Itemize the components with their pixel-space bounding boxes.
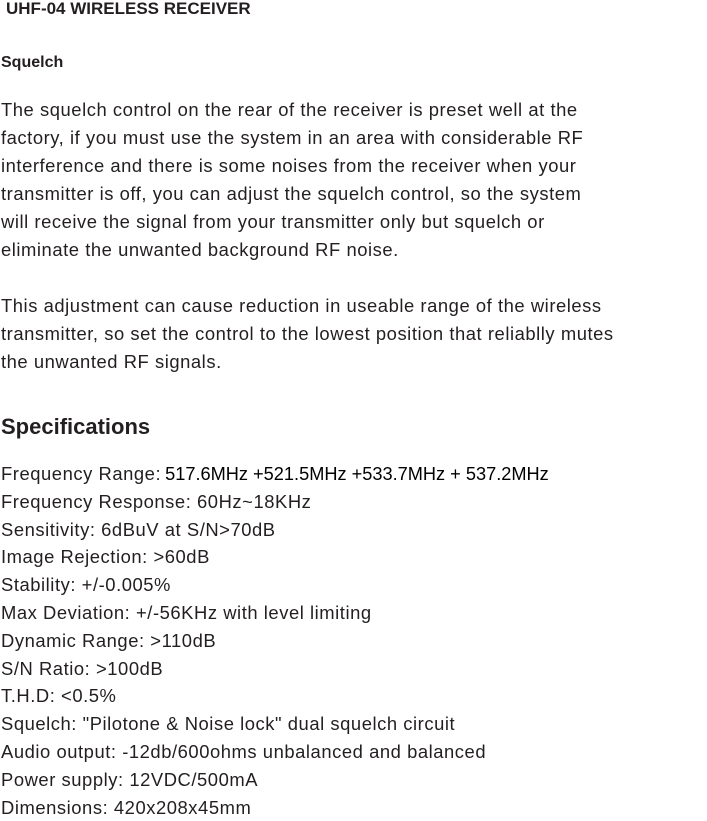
paragraph-line: The squelch control on the rear of the receiver is preset well at the: [1, 99, 578, 120]
spec-image-rejection: Image Rejection: >60dB: [1, 546, 210, 568]
paragraph-line: the unwanted RF signals.: [1, 351, 222, 372]
spec-audio-output: Audio output: -12db/600ohms unbalanced and balanced: [1, 740, 487, 762]
spec-sensitivity: Sensitivity: 6dBuV at S/N>70dB: [1, 518, 276, 540]
squelch-paragraph-2: [1, 292, 614, 376]
paragraph-line: transmitter, so set the control to the lowest position that reliablly mutes: [1, 323, 614, 344]
spec-stability: Stability: +/-0.005%: [1, 574, 171, 596]
spec-frequency-response: Frequency Response: 60Hz~18KHz: [1, 490, 312, 512]
spec-max-deviation: Max Deviation: +/-56KHz with level limiting: [1, 601, 372, 623]
spec-power-supply: Power supply: 12VDC/500mA: [1, 768, 259, 790]
paragraph-line: factory, if you must use the system in an area with considerable RF: [1, 127, 584, 148]
paragraph-line: This adjustment can cause reduction in useable range of the wireless: [1, 295, 602, 316]
spec-thd: T.H.D: <0.5%: [1, 685, 117, 707]
squelch-paragraph-1: [1, 96, 583, 264]
paragraph-line: transmitter is off, you can adjust the squelch control, so the system: [1, 183, 582, 204]
spec-sn-ratio: S/N Ratio: >100dB: [1, 657, 164, 679]
spec-squelch: Squelch: "Pilotone & Noise lock" dual squelch circuit: [1, 713, 456, 735]
spec-dimensions: Dimensions: 420x208x45mm: [1, 796, 252, 818]
paragraph-line: will receive the signal from your transmitter only but squelch or: [1, 211, 545, 232]
spec-frequency-range-value: 517.6MHz +521.5MHz +533.7MHz + 537.2MHz: [165, 464, 549, 484]
spec-frequency-range: [1, 460, 549, 488]
paragraph-line: interference and there is some noises from the receiver when your: [1, 155, 577, 176]
paragraph-line: eliminate the unwanted background RF noise.: [1, 239, 399, 260]
spec-frequency-range-label: Frequency Range:: [1, 463, 162, 484]
spec-dynamic-range: Dynamic Range: >110dB: [1, 629, 217, 651]
squelch-heading: Squelch: [1, 54, 64, 71]
specifications-heading: Specifications: [1, 414, 151, 439]
document-title: UHF-04 WIRELESS RECEIVER: [6, 0, 251, 18]
specifications-list: [1, 460, 549, 821]
